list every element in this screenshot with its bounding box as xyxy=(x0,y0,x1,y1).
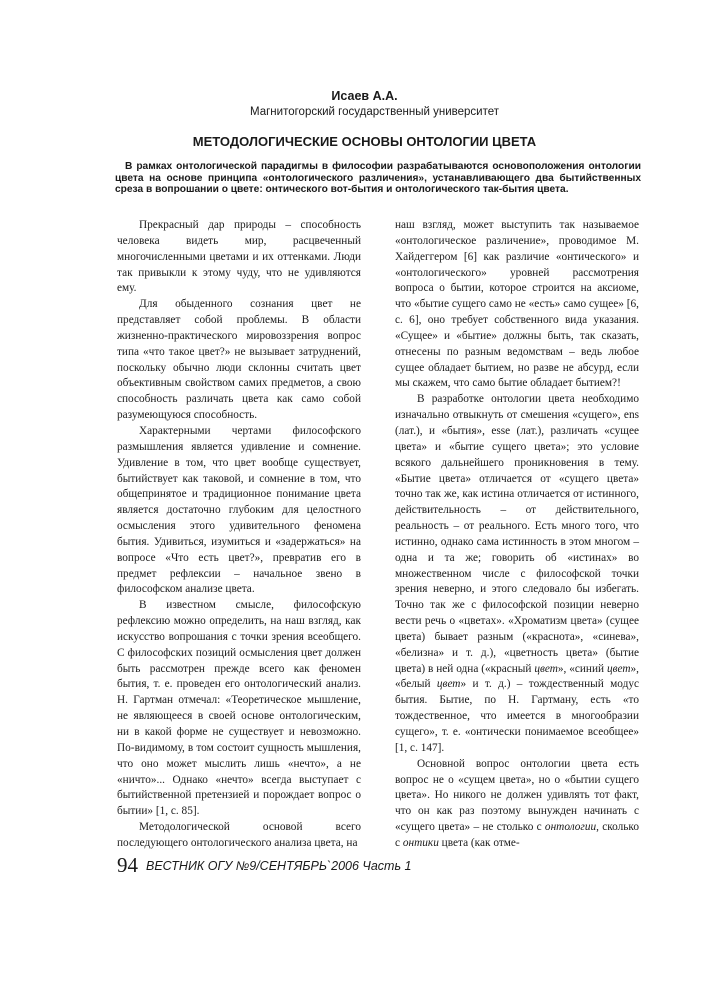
paragraph: Характерными чертами философского размышления является удивление и сомнение. Удивление в том, что цвет вообще существует, бытийствует как таковой, и сомнение в том, что общепринятое и традиционное понимание цвета является достаточно глубоким для целостного осмысления этого удивительного феномена бытия. Удивиться, изумиться и «задержаться» на вопросе «Что есть цвет?», превратив его в предмет рефлексии – начальное звено в философском анализе цвета. xyxy=(117,424,361,596)
text-run: цвета (как отме- xyxy=(438,836,520,849)
text-run: Основной вопрос онтологии цвета есть вопрос не о «сущем цвета», но о «бытии сущего цвета». Но никого не должен удивлять тот факт, что он как раз поэтому вынужден начинать с «сущего цвета» – не столько с xyxy=(395,757,639,834)
left-column xyxy=(117,218,361,852)
italic-word: цвет xyxy=(436,678,461,691)
author-name: Исаев А.А. xyxy=(331,89,398,103)
italic-word: цвет xyxy=(534,662,558,675)
paragraph: Для обыденного сознания цвет не представляет собой проблемы. В области жизненно-практического мировоззрения вопрос типа «что такое цвет?» не вызывает затруднений, поскольку обычно люди склонны считать цвет объективным свойством самих предметов, а свою способность различать цвета как само собой разумеющуюся способность. xyxy=(117,298,361,422)
italic-word: онтики xyxy=(402,836,439,849)
page-number: 94 xyxy=(117,853,138,877)
italic-word: онтологии xyxy=(544,821,597,834)
paragraph: В известном смысле, философскую рефлексию можно определить, на наш взгляд, как искусство вопрошания с точки зрения всеобщего. С философских позиций осмысления цвет должен быть рассмотрен прежде всего как феномен бытия, т. е. проведен его онтологический анализ. Н. Гартман отмечал: «Теоретическое мышление, не являющееся в своей основе онтологическим, ни в какой форме не существует и невозможно. По-видимому, в том состоит сущность мышления, что оно может мыслить лишь «нечто», а не «ничто»... Однако «нечто» всегда выступает с бытийственной претензией и порождает вопрос о бытии» [1, с. 85]. xyxy=(117,599,361,818)
article-abstract: В рамках онтологической парадигмы в философии разрабатываются основоположения онтологии цвета на основе принципа «онтологического различения», устанавливающего два бытийственных среза в вопрошании о цвете: онтического вот-бытия и онтологического так-бытия цвета. xyxy=(115,161,641,195)
paragraph: Методологической основой всего последующего онтологического анализа цвета, на xyxy=(117,821,361,849)
paragraph: наш взгляд, может выступить так называемое «онтологическое различение», проводимое М. Хайдеггером [6] как различие «онтического» и «онтологического» уровней рассмотрения вопроса о бытии, которое строится на аксиоме, что «бытие сущего само не «есть» само сущее» [6, с. 6], оно требует собственного вида указания. «Сущее» и «бытие» должны быть, так сказать, отнесены по разным ведомствам – ведь любое сущее обладает бытием, но разве не абсурд, если мы скажем, что само бытие обладает бытием?! xyxy=(395,219,639,390)
text-run: », «синий xyxy=(557,662,607,675)
italic-word: цвет xyxy=(606,662,631,675)
article-title: МЕТОДОЛОГИЧЕСКИЕ ОСНОВЫ ОНТОЛОГИИ ЦВЕТА xyxy=(192,134,537,149)
text-run: », «белый xyxy=(395,662,639,691)
journal-footer: ВЕСТНИК ОГУ №9/СЕНТЯБРЬ`2006 Часть 1 xyxy=(146,859,412,873)
paragraph: Прекрасный дар природы – способность человека видеть мир, расцвеченный многочисленными цветами и их оттенками. Люди так привыкли к этому чуду, что не удивляются ему. xyxy=(117,219,361,295)
text-run: » и т. д.) – тождественный модус бытия. Бытие, по Н. Гартману, есть «то тождественное, что имеется в многообразии сущего», т. е. «онтически понимаемое всеобщее» [1, с. 147]. xyxy=(395,678,639,754)
paragraph xyxy=(395,757,639,852)
paragraph xyxy=(395,392,639,756)
text-run: В разработке онтологии цвета необходимо изначально отвыкнуть от смешения «сущего», ens (лат.), и «бытия», esse (лат.), различать «сущее цвета» и «бытие сущего цвета»; это условие всякого дальнейшего проникновения в тему. «Бытие цвета» отличается от «сущего цвета» точно так же, как истина отличается от истинного, действительность – от действительного, реальность – от реального. Есть много того, что истинно, однако сама истинность в этом многом – одна и та же; говорить об «истинах» во множественном числе с философской точки зрения неверно, и этого следовало бы избегать. Точно так же с философской позиции неверно вести речь о «цветах». «Хроматизм цвета» (сущее цвета) бывает разным («краснота», «синева», «белизна» и т. д.), «цветность цвета» (бытие цвета) в ней одна («красный xyxy=(395,393,639,675)
right-column xyxy=(395,218,639,852)
author-affiliation: Магнитогорский государственный университет xyxy=(250,106,499,118)
text-run: , сколько с xyxy=(395,821,639,849)
